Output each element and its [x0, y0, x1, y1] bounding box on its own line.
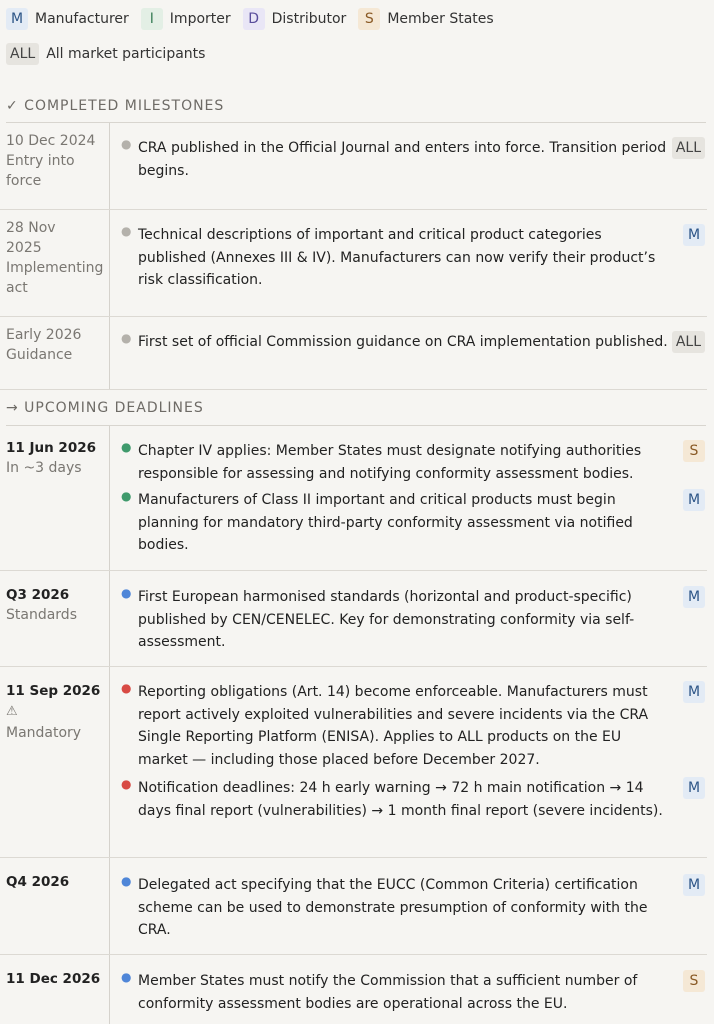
milestone-phase: Guidance: [6, 347, 73, 363]
bullet-dot-icon: ●: [121, 137, 132, 151]
upcoming-section-header: → UPCOMING DEADLINES: [6, 390, 706, 426]
deadline-date-cell: [0, 426, 110, 570]
role-tag-badge: ALL: [672, 137, 705, 159]
deadline-date: Q3 2026: [6, 587, 70, 603]
legend-item-distributor: [243, 8, 347, 30]
milestone-phase: Implementing act: [6, 260, 104, 296]
legend-badge-distributor: D: [243, 8, 265, 30]
milestone-date-cell: [0, 210, 110, 316]
deadline-text: Notification deadlines: 24 h early warning → 72 h main notification → 14 days final report (vulnerabilities) → 1 month final report (severe incidents).: [138, 780, 663, 819]
legend-item-all: [6, 43, 205, 65]
deadline-row: [0, 426, 707, 571]
deadline-text: Chapter IV applies: Member States must designate notifying authorities responsible for assessing and notifying conformity assessment bodies.: [138, 443, 642, 482]
bullet-dot-icon: ●: [121, 777, 132, 791]
milestone-text: CRA published in the Official Journal and enters into force. Transition period begins.: [138, 140, 667, 179]
role-tag-badge: M: [683, 874, 705, 896]
completed-section-header: ✓ COMPLETED MILESTONES: [6, 88, 706, 123]
milestone-date-cell: [0, 317, 110, 389]
milestone-text: First set of official Commission guidance on CRA implementation published.: [138, 334, 668, 350]
milestone-date: Early 2026: [6, 327, 82, 343]
legend-item-importer: [141, 8, 231, 30]
legend-badge-all: ALL: [6, 43, 39, 65]
deadline-date: 11 Jun 2026: [6, 440, 97, 456]
legend-item-manufacturer: [6, 8, 129, 30]
deadline-text: Reporting obligations (Art. 14) become enforceable. Manufacturers must report actively exploited vulnerabilities and severe incidents via the CRA Single Reporting Platform (ENISA). Applies to ALL products on the EU market — including those placed before December 2027.: [138, 684, 649, 768]
role-tag-badge: M: [683, 489, 705, 511]
legend-all-row: [6, 42, 706, 66]
role-tag-badge: M: [683, 224, 705, 246]
milestone-row: [0, 317, 707, 390]
deadline-text: Manufacturers of Class II important and critical products must begin planning for mandatory third-party conformity assessment via notified bodies.: [138, 492, 633, 553]
deadline-text: First European harmonised standards (horizontal and product-specific) published by CEN/CENELEC. Key for demonstrating conformity via self-assessment.: [138, 589, 635, 650]
bullet-dot-icon: ●: [121, 440, 132, 454]
milestone-phase: Entry into force: [6, 153, 75, 189]
deadline-date-cell: [0, 667, 110, 857]
role-tag-badge: M: [683, 586, 705, 608]
deadline-date: Q4 2026: [6, 874, 70, 890]
deadline-date: 11 Dec 2026: [6, 971, 101, 987]
legend-label-member-states: Member States: [387, 11, 494, 27]
deadline-row: [0, 858, 707, 955]
bullet-dot-icon: ●: [121, 681, 132, 695]
deadline-date-cell: [0, 858, 110, 954]
bullet-dot-icon: ●: [121, 970, 132, 984]
role-tag-badge: S: [683, 970, 705, 992]
role-tag-badge: M: [683, 681, 705, 703]
role-tag-badge: ALL: [672, 331, 705, 353]
bullet-dot-icon: ●: [121, 586, 132, 600]
legend-roles-row: [6, 7, 706, 31]
legend-badge-manufacturer: M: [6, 8, 28, 30]
milestone-text: Technical descriptions of important and critical product categories published (Annexes III & IV). Manufacturers can now verify their product’s risk classification.: [138, 227, 656, 288]
milestone-row: [0, 123, 707, 210]
bullet-dot-icon: ●: [121, 489, 132, 503]
legend-label-distributor: Distributor: [271, 11, 347, 27]
milestone-date: 28 Nov 2025: [6, 220, 56, 256]
milestone-date-cell: [0, 123, 110, 209]
bullet-dot-icon: ●: [121, 331, 132, 345]
milestone-date: 10 Dec 2024: [6, 133, 96, 149]
bullet-dot-icon: ●: [121, 224, 132, 238]
deadline-phase: Standards: [6, 607, 77, 623]
deadline-row: [0, 955, 707, 1024]
legend-item-member-states: [358, 8, 493, 30]
deadline-row: [0, 571, 707, 667]
legend-label-all: All market participants: [46, 46, 206, 62]
legend-badge-member-states: S: [358, 8, 380, 30]
deadline-countdown: In ~3 days: [6, 460, 82, 476]
deadline-date-cell: [0, 571, 110, 666]
role-legend: [6, 7, 706, 77]
warning-icon: ⚠: [6, 704, 18, 719]
legend-label-manufacturer: Manufacturer: [35, 11, 129, 27]
role-tag-badge: S: [683, 440, 705, 462]
bullet-dot-icon: ●: [121, 874, 132, 888]
legend-label-importer: Importer: [169, 11, 231, 27]
deadline-phase: Mandatory: [6, 725, 82, 741]
deadline-row: [0, 667, 707, 858]
role-tag-badge: M: [683, 777, 705, 799]
deadline-text: Delegated act specifying that the EUCC (Common Criteria) certification scheme can be used to demonstrate presumption of conformity with the CRA.: [138, 877, 648, 938]
deadline-date: 11 Sep 2026: [6, 683, 101, 699]
legend-badge-importer: I: [141, 8, 163, 30]
milestone-row: [0, 210, 707, 317]
deadline-text: Member States must notify the Commission that a sufficient number of conformity assessment bodies are operational across the EU.: [138, 973, 638, 1012]
deadline-date-cell: [0, 955, 110, 1024]
